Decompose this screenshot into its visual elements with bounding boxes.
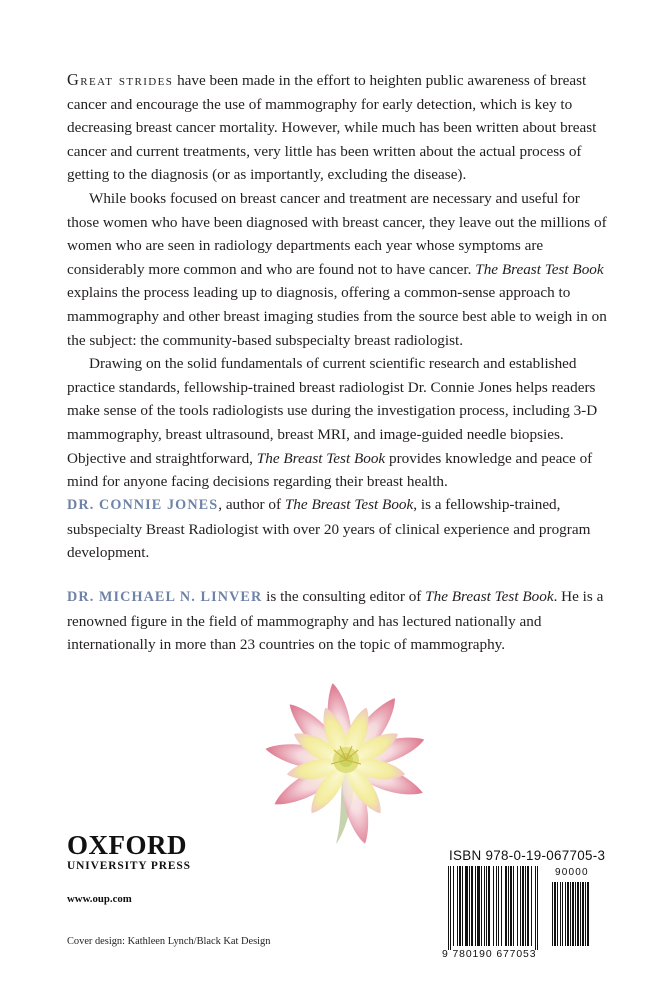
book-title-italic: The Breast Test Book [425,588,554,605]
watercolor-lotus-illustration [262,672,430,852]
barcode-bar [501,866,502,946]
description-paragraph-1 [67,68,607,187]
book-description [67,68,607,494]
barcode-bar [527,866,529,946]
publisher-url: www.oup.com [67,893,132,905]
barcode-bar [469,866,470,946]
barcode-bar [522,866,524,946]
barcode-addon-bar [565,882,566,946]
barcode-bar [484,866,485,946]
paragraph-3-text-b: provides knowledge and peace of mind for anyone facing decisions regarding their breast health. [67,449,593,491]
editor-bio [67,585,607,657]
description-paragraph-2 [67,187,607,352]
barcode-bar [471,866,473,946]
barcode-bar [508,866,509,946]
lead-in-smallcaps: Great strides [67,70,174,89]
barcode-addon-bar [582,882,584,946]
barcode-addon-bar [575,882,576,946]
oxford-logo: OXFORD [67,830,187,860]
barcode-bar [496,866,497,946]
author-bio [67,493,607,565]
barcode-bar [448,866,449,950]
barcode-addon-bar [587,882,589,946]
barcode-bar [537,866,538,950]
barcode-addon-bar [580,882,581,946]
barcode-bar [520,866,521,946]
paragraph-2-text-b: explains the process leading up to diagnosis, offering a common-sense approach to mammography and other breast imaging studies from the source best able to weigh in on the subject: the community-based subspecialty breast radiologist. [67,284,607,349]
barcode-addon-bar [557,882,558,946]
oxford-logo-subtitle: UNIVERSITY PRESS [67,860,191,872]
barcode-addon-bar [570,882,571,946]
barcode-bar [535,866,536,950]
price-code: 90000 [555,867,589,878]
author-bio-text-b: , is a fellowship-trained, subspecialty Breast Radiologist with over 20 years of clinical experience and program development. [67,496,591,562]
barcode-bar [513,866,514,946]
barcode-bar [457,866,458,946]
barcode-bar [505,866,507,946]
barcode-addon-bar [572,882,574,946]
description-paragraph-3 [67,352,607,494]
barcode-bar [486,866,487,946]
barcode-bar [477,866,480,946]
author-bio-text-a: , author of [218,496,285,513]
barcode-bars [442,866,592,950]
barcode-bar [498,866,499,946]
editor-name: DR. MICHAEL N. LINVER [67,589,263,605]
barcode-addon-bar [585,882,586,946]
barcode-bar [531,866,532,946]
barcode-bar [488,866,490,946]
editor-bio-text-a: is the consulting editor of [262,588,426,605]
barcode-addon-bar [552,882,553,946]
barcode-addon-bar [562,882,563,946]
barcode-bar [450,866,451,950]
isbn-barcode [442,866,592,966]
barcode-bar [453,866,454,946]
barcode-bar [459,866,461,946]
book-title-italic: The Breast Test Book [256,449,386,467]
barcode-bar [481,866,482,946]
barcode-bar [517,866,518,946]
barcode-bar [510,866,512,946]
barcode-bar [525,866,526,946]
barcode-addon-bar [577,882,579,946]
barcode-bar [465,866,468,946]
editor-bio-text-b: . He is a renowned figure in the field of mammography and has lectured nationally and internationally in more than 23 countries on the topic of mammography. [67,588,604,654]
author-name: DR. CONNIE JONES [67,497,219,513]
barcode-digits: 9 780190 677053 [442,949,537,960]
barcode-bar [493,866,494,946]
paragraph-2-text-a: While books focused on breast cancer and treatment are necessary and useful for those women who have been diagnosed with breast cancer, they leave out the millions of women who are seen in radiology departments each year whose symptoms are considerably more common and who are found not to have cancer. [67,189,607,278]
book-title-italic: The Breast Test Book [475,260,604,278]
paragraph-1-text: have been made in the effort to heighten public awareness of breast cancer and encourage the use of mammography for early detection, which is key to decreasing breast cancer mortality. However, while much has been written about breast cancer and current treatments, very little has been written about the actual process of getting to the diagnosis (or as importantly, excluding the disease). [67,72,597,184]
isbn-label: ISBN 978-0-19-067705-3 [449,848,606,863]
barcode-addon-bar [567,882,569,946]
paragraph-3-text-a: Drawing on the solid fundamentals of current scientific research and established practice standards, fellowship-trained breast radiologist Dr. Connie Jones helps readers make sense of the tools radiologists use during the investigation process, including 3-D mammography, breast ultrasound, breast MRI, and image-guided needle biopsies. Objective and straightforward, [67,355,598,467]
barcode-addon-bar [554,882,556,946]
barcode-addon-bar [560,882,561,946]
cover-design-credit: Cover design: Kathleen Lynch/Black Kat Design [67,936,271,947]
barcode-bar [475,866,476,946]
barcode-bar [462,866,463,946]
book-title-italic: The Breast Test Book [284,496,414,513]
